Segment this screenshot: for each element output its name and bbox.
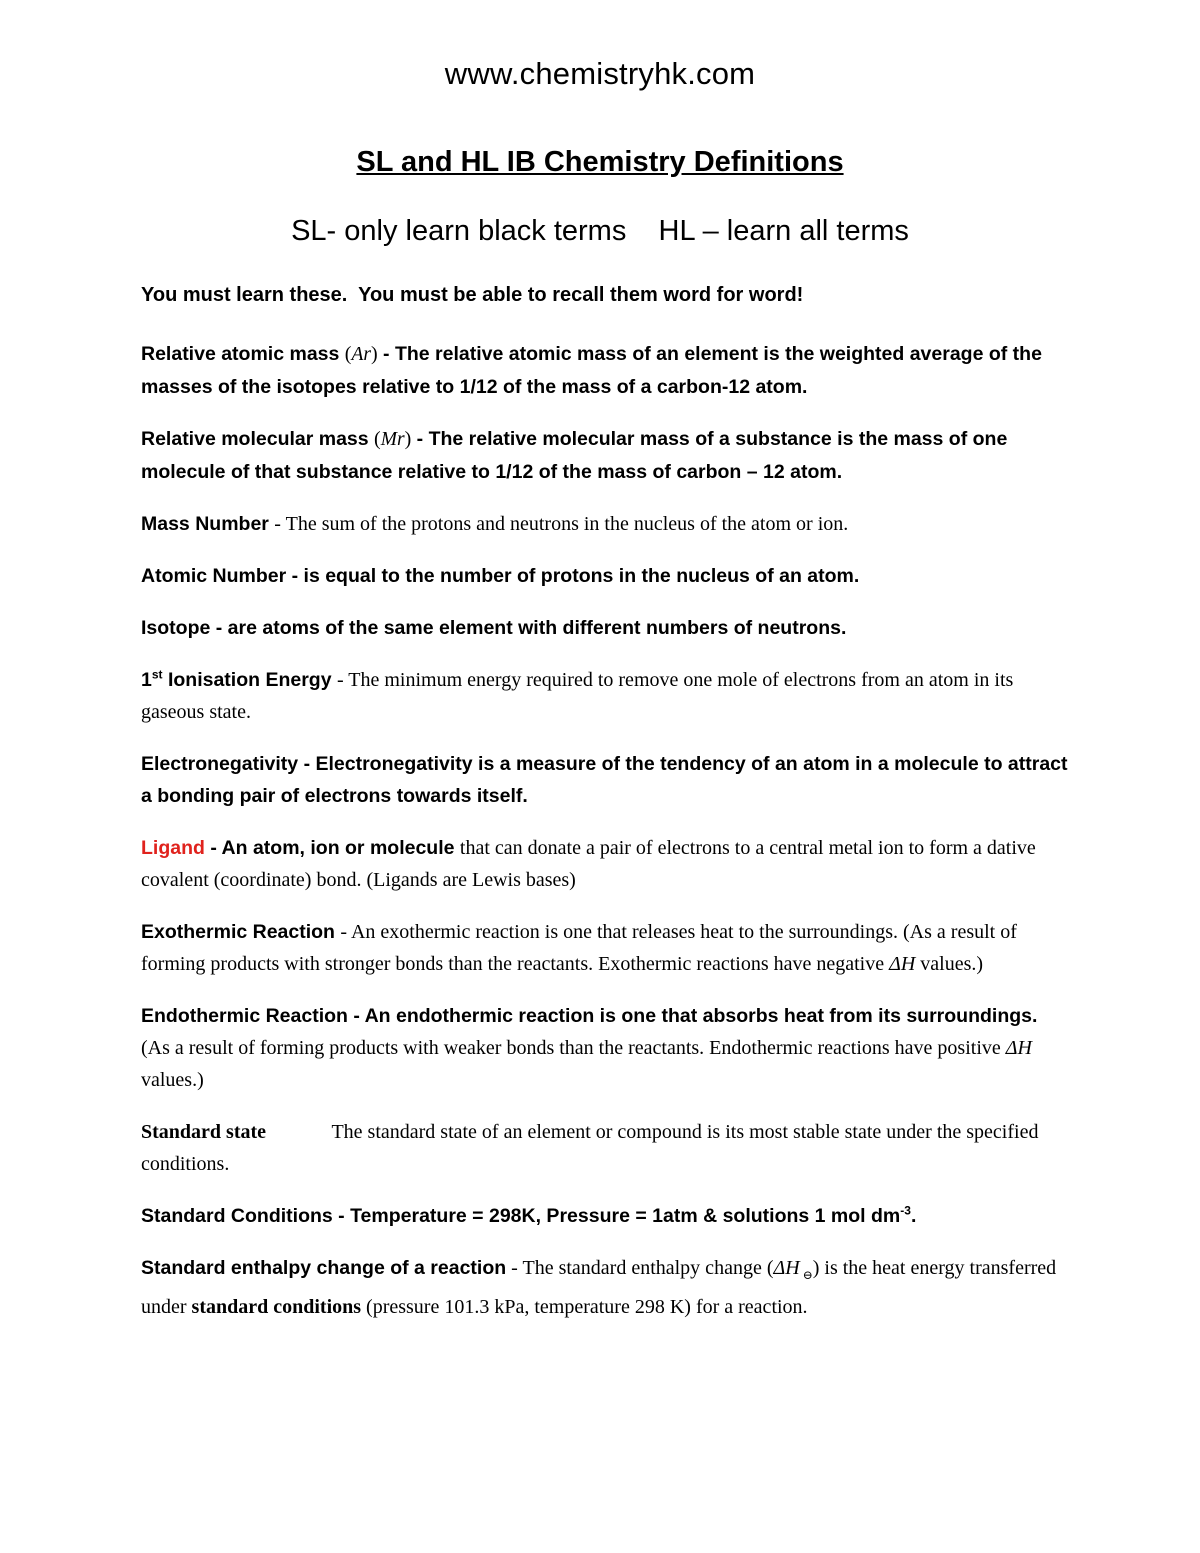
definition-text: - The relative molecular mass of a substance is the mass of one molecule of that substance relative to 1/12 of the mass of carbon – 12 atom. [141, 428, 1008, 483]
definition-text-bold: - An atom, ion or molecule [210, 837, 455, 859]
definition-term: Relative atomic mass [141, 343, 340, 365]
delta-h-symbol: ΔH [889, 953, 916, 975]
definition-standard-state [141, 1116, 1071, 1180]
definition-text: - The sum of the protons and neutrons in the nucleus of the atom or ion. [274, 513, 849, 535]
definition-text-mid: ) is the heat energy transferred under [141, 1257, 1057, 1318]
definition-term: Relative molecular mass [141, 428, 369, 450]
definition-text: - Temperature = 298K, Pressure = 1atm & solutions 1 mol dm [338, 1205, 901, 1227]
definition-symbol: Mr [380, 429, 405, 450]
definitions-list [141, 338, 1071, 1343]
definition-text: - The minimum energy required to remove one mole of electrons from an atom in its gaseous state. [141, 669, 1014, 723]
definition-standard-conditions [141, 1200, 1071, 1232]
definition-first-ionisation-energy [141, 664, 1071, 728]
definition-term-superscript: st [151, 667, 163, 682]
definition-text: - Electronegativity is a measure of the tendency of an atom in a molecule to attract a bonding pair of electrons towards itself. [141, 753, 1068, 807]
definition-term: Standard Conditions [141, 1205, 333, 1227]
definition-superscript: -3 [900, 1203, 911, 1218]
definition-text-bold: standard conditions [191, 1295, 362, 1318]
definition-text: - An exothermic reaction is one that releases heat to the surroundings. (As a result of forming products with stronger bonds than the reactants. Exothermic reactions have negative [141, 921, 1017, 975]
definition-text: that can donate a pair of electrons to a central metal ion to form a dative covalent (coordinate) bond. (Ligands are Lewis bases) [141, 837, 1036, 891]
definition-text-end: values.) [915, 953, 984, 975]
definition-term: Standard enthalpy change of a reaction [141, 1257, 507, 1279]
definition-text-end: . [910, 1205, 917, 1227]
definition-ligand [141, 832, 1071, 896]
standard-state-symbol: ⊖ [799, 1267, 813, 1282]
definition-term-hl: Ligand [141, 837, 205, 859]
definition-text-bold: - An endothermic reaction is one that absorbs heat from its surroundings. [353, 1005, 1038, 1027]
definition-text: - is equal to the number of protons in the nucleus of an atom. [291, 565, 860, 587]
definition-standard-enthalpy-change [141, 1252, 1071, 1323]
definition-atomic-number [141, 560, 1071, 592]
definition-term: Electronegativity [141, 753, 299, 775]
definition-term: Exothermic Reaction [141, 921, 335, 943]
definition-mass-number [141, 508, 1071, 540]
definition-term: Endothermic Reaction [141, 1005, 348, 1027]
definition-text: - are atoms of the same element with different numbers of neutrons. [215, 617, 847, 639]
website-url: www.chemistryhk.com [444, 56, 756, 91]
definition-term: Mass Number [141, 513, 269, 535]
definition-text: (As a result of forming products with weaker bonds than the reactants. Endothermic reactions have positive [141, 1037, 1006, 1059]
delta-h-symbol: ΔH [773, 1257, 800, 1279]
intro-instruction: You must learn these. You must be able to recall them word for word! [141, 284, 804, 306]
definition-exothermic-reaction [141, 916, 1071, 980]
definition-electronegativity [141, 748, 1071, 812]
definition-relative-molecular-mass: Relative molecular mass (Mr) - The relative molecular mass of a substance is the mass of one molecule of that substance relative to 1/12 of the mass of carbon – 12 atom. [141, 428, 1008, 483]
definition-term: Ionisation Energy [167, 669, 332, 691]
page-title: SL and HL IB Chemistry Definitions [356, 146, 844, 178]
definition-endothermic-reaction [141, 1000, 1071, 1096]
page-subtitle: SL- only learn black terms HL – learn all terms [291, 215, 909, 247]
definition-term: Standard state [141, 1121, 267, 1143]
definition-term: Isotope [141, 617, 211, 639]
definition-text: - The standard enthalpy change ( [506, 1257, 774, 1279]
delta-h-symbol: ΔH [1005, 1037, 1032, 1059]
definition-term-prefix: 1 [141, 669, 152, 691]
definition-text: - The relative atomic mass of an element is the weighted average of the masses of the isotopes relative to 1/12 of the mass of a carbon-12 atom. [141, 343, 1042, 398]
definition-symbol: Ar [351, 344, 371, 365]
definition-text-end: values.) [141, 1069, 204, 1091]
definition-relative-atomic-mass: Relative atomic mass (Ar) - The relative atomic mass of an element is the weighted average of the masses of the isotopes relative to 1/12 of the mass of a carbon-12 atom. [141, 343, 1042, 398]
definition-term: Atomic Number [141, 565, 287, 587]
definition-isotope [141, 612, 1071, 644]
definition-text: The standard state of an element or compound is its most stable state under the specified conditions. [141, 1121, 1039, 1175]
definition-text-end: (pressure 101.3 kPa, temperature 298 K) for a reaction. [361, 1295, 808, 1318]
